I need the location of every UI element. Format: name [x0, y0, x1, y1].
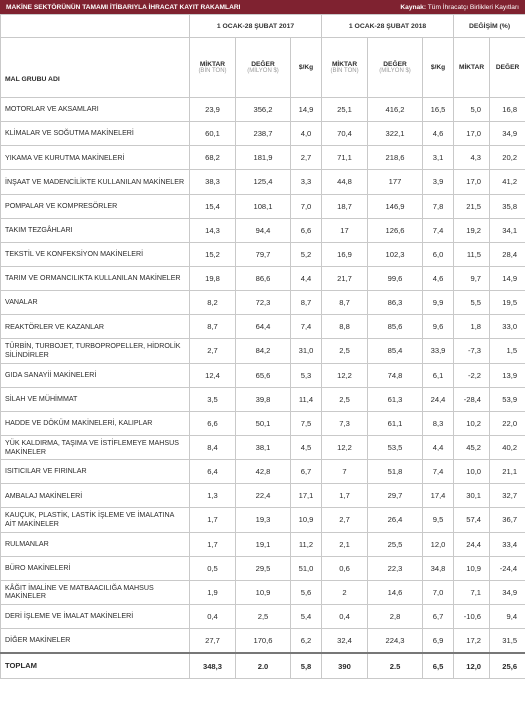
miktar-2018-cell: 2,5 — [322, 387, 368, 411]
change-miktar-cell: -7,3 — [454, 339, 490, 363]
deger-2017-cell: 29,5 — [236, 556, 291, 580]
table-row — [1, 194, 525, 218]
row-name-cell: DİĞER MAKİNELER — [1, 629, 190, 654]
perkg-2018-cell: 3,9 — [423, 170, 454, 194]
change-deger-cell: 33,4 — [490, 532, 525, 556]
change-miktar-cell: 9,7 — [454, 266, 490, 290]
deger-2017-cell: 356,2 — [236, 98, 291, 122]
row-name-cell: TOPLAM — [1, 653, 190, 679]
table-row — [1, 218, 525, 242]
perkg-2017-cell: 11,2 — [291, 532, 322, 556]
deger-2017-cell: 38,1 — [236, 435, 291, 459]
perkg-2018-cell: 6,9 — [423, 629, 454, 654]
deger-2018-cell: 14,6 — [368, 580, 423, 604]
miktar-2017-cell: 60,1 — [190, 122, 236, 146]
row-name-cell: MOTORLAR VE AKSAMLARI — [1, 98, 190, 122]
miktar-2017-unit: (BİN TON) — [198, 68, 227, 74]
miktar-2018-cell: 390 — [322, 653, 368, 679]
perkg-2018-cell: 3,1 — [423, 146, 454, 170]
deger-2017-cell: 94,4 — [236, 218, 291, 242]
change-miktar-cell: 21,5 — [454, 194, 490, 218]
row-name-cell: HADDE VE DÖKÜM MAKİNELERİ, KALIPLAR — [1, 411, 190, 435]
row-name-cell: KÂĞIT İMALİNE VE MATBAACILIĞA MAHSUS MAKİNELER — [1, 580, 190, 604]
deger-2017-cell: 79,7 — [236, 242, 291, 266]
change-deger-cell: 19,5 — [490, 291, 525, 315]
period-2017-header: 1 OCAK-28 ŞUBAT 2017 — [190, 15, 322, 38]
perkg-2018-header: $/Kg — [423, 38, 454, 98]
change-miktar-cell: 10,9 — [454, 556, 490, 580]
table-row — [1, 266, 525, 290]
source-note — [400, 4, 519, 11]
miktar-2018-cell: 0,6 — [322, 556, 368, 580]
table-row — [1, 387, 525, 411]
deger-2017-cell: 125,4 — [236, 170, 291, 194]
miktar-2018-cell: 0,4 — [322, 604, 368, 628]
deger-2017-cell: 19,1 — [236, 532, 291, 556]
perkg-2018-cell: 17,4 — [423, 484, 454, 508]
perkg-2017-cell: 7,4 — [291, 315, 322, 339]
perkg-2017-cell: 7,0 — [291, 194, 322, 218]
row-name-cell: TEKSTİL VE KONFEKSİYON MAKİNELERİ — [1, 242, 190, 266]
change-miktar-cell: 19,2 — [454, 218, 490, 242]
change-miktar-cell: 5,5 — [454, 291, 490, 315]
deger-2018-unit: (MİLYON $) — [379, 68, 411, 74]
deger-2017-cell: 64,4 — [236, 315, 291, 339]
perkg-2017-cell: 4,0 — [291, 122, 322, 146]
change-deger-cell: 35,8 — [490, 194, 525, 218]
perkg-2017-header: $/Kg — [291, 38, 322, 98]
deger-2017-cell: 39,8 — [236, 387, 291, 411]
miktar-2018-cell: 12,2 — [322, 435, 368, 459]
deger-2017-cell: 170,6 — [236, 629, 291, 654]
deger-2018-cell: 99,6 — [368, 266, 423, 290]
perkg-2018-cell: 6,5 — [423, 653, 454, 679]
deger-2017-cell: 181,9 — [236, 146, 291, 170]
period-2018-header: 1 OCAK-28 ŞUBAT 2018 — [322, 15, 454, 38]
deger-2017-cell: 86,6 — [236, 266, 291, 290]
source-text: Tüm İhracatçı Birlikleri Kayıtları — [427, 3, 519, 11]
perkg-2018-cell: 33,9 — [423, 339, 454, 363]
table-row — [1, 484, 525, 508]
perkg-2017-cell: 2,7 — [291, 146, 322, 170]
miktar-2017-header — [190, 38, 236, 98]
perkg-2017-cell: 5,4 — [291, 604, 322, 628]
table-row — [1, 629, 525, 654]
row-name-cell: ISITICILAR VE FIRINLAR — [1, 460, 190, 484]
perkg-2018-cell: 7,4 — [423, 460, 454, 484]
perkg-2018-cell: 7,0 — [423, 580, 454, 604]
source-label: Kaynak: — [400, 3, 427, 11]
table-row — [1, 122, 525, 146]
change-deger-cell: 13,9 — [490, 363, 525, 387]
miktar-2018-cell: 7 — [322, 460, 368, 484]
change-deger-cell: 41,2 — [490, 170, 525, 194]
miktar-2018-cell: 44,8 — [322, 170, 368, 194]
change-deger-cell: 53,9 — [490, 387, 525, 411]
miktar-2017-label: MİKTAR — [199, 61, 226, 68]
change-deger-cell: 40,2 — [490, 435, 525, 459]
change-deger-cell: 16,8 — [490, 98, 525, 122]
row-name-cell: DERİ İŞLEME VE İMALAT MAKİNELERİ — [1, 604, 190, 628]
table-row — [1, 411, 525, 435]
deger-2018-cell: 85,4 — [368, 339, 423, 363]
change-deger-cell: -24,4 — [490, 556, 525, 580]
perkg-2017-cell: 6,7 — [291, 460, 322, 484]
miktar-2017-cell: 6,4 — [190, 460, 236, 484]
change-miktar-cell: 5,0 — [454, 98, 490, 122]
perkg-2017-cell: 5,6 — [291, 580, 322, 604]
change-miktar-cell: 17,2 — [454, 629, 490, 654]
row-name-cell: AMBALAJ MAKİNELERİ — [1, 484, 190, 508]
deger-2017-cell: 42,8 — [236, 460, 291, 484]
miktar-2017-cell: 68,2 — [190, 146, 236, 170]
miktar-2017-cell: 14,3 — [190, 218, 236, 242]
deger-2018-cell: 22,3 — [368, 556, 423, 580]
change-miktar-cell: 7,1 — [454, 580, 490, 604]
miktar-2017-cell: 23,9 — [190, 98, 236, 122]
miktar-2018-cell: 17 — [322, 218, 368, 242]
change-deger-cell: 21,1 — [490, 460, 525, 484]
deger-2017-cell: 50,1 — [236, 411, 291, 435]
change-deger-header: DEĞER — [490, 38, 525, 98]
deger-2018-cell: 416,2 — [368, 98, 423, 122]
row-name-cell: KAUÇUK, PLASTİK, LASTİK İŞLEME VE İMALATINA AİT MAKİNELER — [1, 508, 190, 532]
table-title-bar — [0, 0, 525, 14]
group-name-header: MAL GRUBU ADI — [1, 38, 190, 98]
miktar-2017-cell: 38,3 — [190, 170, 236, 194]
miktar-2017-cell: 1,3 — [190, 484, 236, 508]
perkg-2017-cell: 4,4 — [291, 266, 322, 290]
deger-2018-cell: 29,7 — [368, 484, 423, 508]
miktar-2017-cell: 15,2 — [190, 242, 236, 266]
total-row — [1, 653, 525, 679]
change-deger-cell: 34,1 — [490, 218, 525, 242]
deger-2017-cell: 2,5 — [236, 604, 291, 628]
perkg-2017-cell: 51,0 — [291, 556, 322, 580]
miktar-2017-cell: 0,4 — [190, 604, 236, 628]
perkg-2017-cell: 5,2 — [291, 242, 322, 266]
perkg-2018-cell: 16,5 — [423, 98, 454, 122]
table-row — [1, 435, 525, 459]
row-name-cell: GIDA SANAYİİ MAKİNELERİ — [1, 363, 190, 387]
perkg-2017-cell: 14,9 — [291, 98, 322, 122]
deger-2018-cell: 61,1 — [368, 411, 423, 435]
row-name-cell: VANALAR — [1, 291, 190, 315]
change-header: DEĞİŞİM (%) — [454, 15, 525, 38]
perkg-2018-cell: 7,8 — [423, 194, 454, 218]
change-deger-cell: 1,5 — [490, 339, 525, 363]
perkg-2018-cell: 24,4 — [423, 387, 454, 411]
miktar-2018-cell: 2,7 — [322, 508, 368, 532]
table-row — [1, 532, 525, 556]
miktar-2017-cell: 1,7 — [190, 508, 236, 532]
deger-2017-label: DEĞER — [251, 61, 275, 68]
miktar-2018-cell: 1,7 — [322, 484, 368, 508]
table-row — [1, 170, 525, 194]
change-miktar-cell: 10,0 — [454, 460, 490, 484]
table-row — [1, 339, 525, 363]
perkg-2017-cell: 6,6 — [291, 218, 322, 242]
deger-2018-cell: 86,3 — [368, 291, 423, 315]
change-deger-cell: 28,4 — [490, 242, 525, 266]
table-row — [1, 291, 525, 315]
table-title: MAKİNE SEKTÖRÜNÜN TAMAMI İTİBARIYLA İHRACAT KAYIT RAKAMLARI — [6, 3, 241, 11]
deger-2017-cell: 238,7 — [236, 122, 291, 146]
miktar-2017-cell: 348,3 — [190, 653, 236, 679]
deger-2017-cell: 108,1 — [236, 194, 291, 218]
perkg-2017-cell: 11,4 — [291, 387, 322, 411]
miktar-2018-cell: 32,4 — [322, 629, 368, 654]
table-row — [1, 98, 525, 122]
change-miktar-cell: 17,0 — [454, 122, 490, 146]
deger-2018-cell: 102,3 — [368, 242, 423, 266]
change-miktar-cell: 30,1 — [454, 484, 490, 508]
miktar-2018-cell: 8,7 — [322, 291, 368, 315]
miktar-2017-cell: 15,4 — [190, 194, 236, 218]
change-deger-cell: 22,0 — [490, 411, 525, 435]
miktar-2017-cell: 8,2 — [190, 291, 236, 315]
table-row — [1, 604, 525, 628]
deger-2018-label: DEĞER — [383, 61, 407, 68]
row-name-cell: İNŞAAT VE MADENCİLİKTE KULLANILAN MAKİNELER — [1, 170, 190, 194]
deger-2018-cell: 51,8 — [368, 460, 423, 484]
change-miktar-cell: 57,4 — [454, 508, 490, 532]
perkg-2018-cell: 9,9 — [423, 291, 454, 315]
deger-2018-cell: 25,5 — [368, 532, 423, 556]
miktar-2017-cell: 6,6 — [190, 411, 236, 435]
miktar-2018-cell: 2,5 — [322, 339, 368, 363]
perkg-2018-cell: 6,7 — [423, 604, 454, 628]
table-row — [1, 508, 525, 532]
miktar-2017-cell: 3,5 — [190, 387, 236, 411]
row-name-cell: REAKTÖRLER VE KAZANLAR — [1, 315, 190, 339]
change-miktar-cell: 1,8 — [454, 315, 490, 339]
deger-2017-cell: 19,3 — [236, 508, 291, 532]
deger-2018-cell: 322,1 — [368, 122, 423, 146]
miktar-2017-cell: 0,5 — [190, 556, 236, 580]
table-row — [1, 146, 525, 170]
perkg-2017-cell: 5,3 — [291, 363, 322, 387]
miktar-2018-cell: 18,7 — [322, 194, 368, 218]
change-miktar-cell: 45,2 — [454, 435, 490, 459]
export-table — [0, 14, 525, 679]
miktar-2017-cell: 2,7 — [190, 339, 236, 363]
deger-2017-cell: 84,2 — [236, 339, 291, 363]
miktar-2018-cell: 25,1 — [322, 98, 368, 122]
deger-2018-header — [368, 38, 423, 98]
miktar-2018-label: MİKTAR — [331, 61, 358, 68]
deger-2018-cell: 126,6 — [368, 218, 423, 242]
change-miktar-cell: -10,6 — [454, 604, 490, 628]
row-name-cell: BÜRO MAKİNELERİ — [1, 556, 190, 580]
change-miktar-cell: -2,2 — [454, 363, 490, 387]
miktar-2017-cell: 19,8 — [190, 266, 236, 290]
deger-2018-cell: 85,6 — [368, 315, 423, 339]
table-row — [1, 556, 525, 580]
header-blank — [1, 15, 190, 38]
table-row — [1, 460, 525, 484]
table-row — [1, 242, 525, 266]
deger-2018-cell: 61,3 — [368, 387, 423, 411]
deger-2018-cell: 224,3 — [368, 629, 423, 654]
change-miktar-cell: 11,5 — [454, 242, 490, 266]
miktar-2018-cell: 16,9 — [322, 242, 368, 266]
table-body — [1, 98, 525, 679]
change-miktar-cell: 10,2 — [454, 411, 490, 435]
deger-2018-cell: 146,9 — [368, 194, 423, 218]
deger-2017-cell: 65,6 — [236, 363, 291, 387]
deger-2018-cell: 74,8 — [368, 363, 423, 387]
row-name-cell: YIKAMA VE KURUTMA MAKİNELERİ — [1, 146, 190, 170]
perkg-2017-cell: 5,8 — [291, 653, 322, 679]
perkg-2018-cell: 8,3 — [423, 411, 454, 435]
table-row — [1, 580, 525, 604]
row-name-cell: RULMANLAR — [1, 532, 190, 556]
deger-2017-cell: 72,3 — [236, 291, 291, 315]
perkg-2018-cell: 4,6 — [423, 266, 454, 290]
miktar-2018-cell: 21,7 — [322, 266, 368, 290]
perkg-2017-cell: 31,0 — [291, 339, 322, 363]
miktar-2018-cell: 70,4 — [322, 122, 368, 146]
deger-2018-cell: 53,5 — [368, 435, 423, 459]
perkg-2017-cell: 17,1 — [291, 484, 322, 508]
deger-2018-cell: 2.5 — [368, 653, 423, 679]
change-miktar-cell: -28,4 — [454, 387, 490, 411]
change-deger-cell: 25,6 — [490, 653, 525, 679]
row-name-cell: TAKIM TEZGÂHLARI — [1, 218, 190, 242]
miktar-2017-cell: 12,4 — [190, 363, 236, 387]
perkg-2018-cell: 7,4 — [423, 218, 454, 242]
perkg-2018-cell: 6,1 — [423, 363, 454, 387]
perkg-2017-cell: 7,5 — [291, 411, 322, 435]
miktar-2018-cell: 7,3 — [322, 411, 368, 435]
change-miktar-cell: 4,3 — [454, 146, 490, 170]
perkg-2017-cell: 8,7 — [291, 291, 322, 315]
change-deger-cell: 34,9 — [490, 122, 525, 146]
change-deger-cell: 9,4 — [490, 604, 525, 628]
table-row — [1, 315, 525, 339]
change-miktar-cell: 12,0 — [454, 653, 490, 679]
row-name-cell: KLİMALAR VE SOĞUTMA MAKİNELERİ — [1, 122, 190, 146]
miktar-2017-cell: 8,7 — [190, 315, 236, 339]
perkg-2018-cell: 9,6 — [423, 315, 454, 339]
change-deger-cell: 33,0 — [490, 315, 525, 339]
change-miktar-cell: 17,0 — [454, 170, 490, 194]
row-name-cell: TÜRBİN, TURBOJET, TURBOPROPELLER, HİDROLİK SİLİNDİRLER — [1, 339, 190, 363]
miktar-2017-cell: 27,7 — [190, 629, 236, 654]
deger-2017-header — [236, 38, 291, 98]
miktar-2017-cell: 1,9 — [190, 580, 236, 604]
change-miktar-cell: 24,4 — [454, 532, 490, 556]
miktar-2018-cell: 71,1 — [322, 146, 368, 170]
perkg-2017-cell: 10,9 — [291, 508, 322, 532]
perkg-2018-cell: 34,8 — [423, 556, 454, 580]
perkg-2017-cell: 3,3 — [291, 170, 322, 194]
miktar-2018-unit: (BİN TON) — [330, 68, 359, 74]
row-name-cell: YÜK KALDIRMA, TAŞIMA VE İSTİFLEMEYE MAHSUS MAKİNELER — [1, 435, 190, 459]
row-name-cell: TARIM VE ORMANCILIKTA KULLANILAN MAKİNELER — [1, 266, 190, 290]
row-name-cell: POMPALAR VE KOMPRESÖRLER — [1, 194, 190, 218]
table-row — [1, 363, 525, 387]
miktar-2017-cell: 8,4 — [190, 435, 236, 459]
deger-2018-cell: 218,6 — [368, 146, 423, 170]
miktar-2017-cell: 1,7 — [190, 532, 236, 556]
change-deger-cell: 31,5 — [490, 629, 525, 654]
change-deger-cell: 20,2 — [490, 146, 525, 170]
perkg-2017-cell: 4,5 — [291, 435, 322, 459]
miktar-2018-cell: 2 — [322, 580, 368, 604]
miktar-2018-cell: 8,8 — [322, 315, 368, 339]
perkg-2018-cell: 4,6 — [423, 122, 454, 146]
change-miktar-header: MİKTAR — [454, 38, 490, 98]
deger-2018-cell: 2,8 — [368, 604, 423, 628]
change-deger-cell: 34,9 — [490, 580, 525, 604]
perkg-2018-cell: 4,4 — [423, 435, 454, 459]
deger-2017-unit: (MİLYON $) — [247, 68, 279, 74]
perkg-2018-cell: 9,5 — [423, 508, 454, 532]
row-name-cell: SİLAH VE MÜHİMMAT — [1, 387, 190, 411]
miktar-2018-cell: 2,1 — [322, 532, 368, 556]
perkg-2018-cell: 12,0 — [423, 532, 454, 556]
change-deger-cell: 14,9 — [490, 266, 525, 290]
miktar-2018-header — [322, 38, 368, 98]
change-deger-cell: 36,7 — [490, 508, 525, 532]
deger-2018-cell: 177 — [368, 170, 423, 194]
perkg-2018-cell: 6,0 — [423, 242, 454, 266]
perkg-2017-cell: 6,2 — [291, 629, 322, 654]
deger-2017-cell: 10,9 — [236, 580, 291, 604]
deger-2017-cell: 2.0 — [236, 653, 291, 679]
deger-2017-cell: 22,4 — [236, 484, 291, 508]
miktar-2018-cell: 12,2 — [322, 363, 368, 387]
deger-2018-cell: 26,4 — [368, 508, 423, 532]
change-deger-cell: 32,7 — [490, 484, 525, 508]
